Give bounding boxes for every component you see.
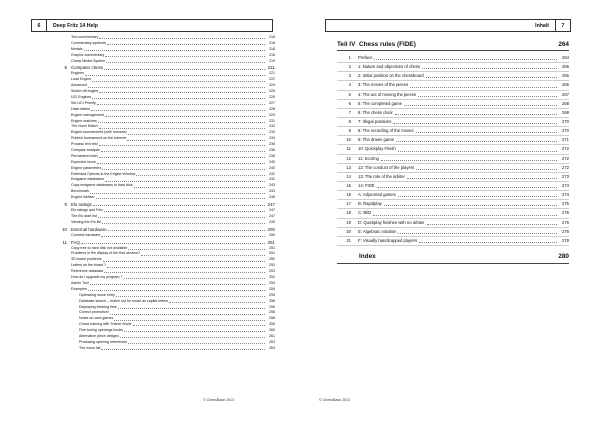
toc-entry-page: 232	[269, 124, 275, 129]
rules-entry-number: 15	[346, 182, 351, 188]
toc-entry-title: Commentary symbols	[71, 40, 106, 45]
toc-leader-dots	[104, 272, 265, 273]
toc-entry-page: 253	[269, 275, 275, 280]
toc-entry-page: 218	[269, 40, 275, 45]
toc-entry-title: Engine parameters	[71, 165, 102, 170]
rules-entry[interactable]	[337, 54, 569, 63]
rules-entry-number: 9	[348, 128, 351, 134]
toc-leader-dots	[116, 296, 265, 297]
rules-entry[interactable]	[337, 209, 569, 218]
rules-entry-page: 274	[562, 192, 569, 198]
toc-leader-dots	[118, 308, 265, 309]
toc-entry-page: 242	[269, 171, 275, 176]
toc-entry-title: Engine kibitzer	[71, 195, 95, 200]
toc-leader-dots	[133, 325, 265, 326]
rules-entry[interactable]	[337, 91, 569, 100]
toc-entry-page: 258	[269, 316, 275, 321]
rules-entry-title: 13: The role of the arbiter	[358, 173, 405, 179]
toc-leader-dots	[85, 75, 265, 76]
rules-entry-number: 21	[346, 237, 351, 243]
toc-chapter-entry[interactable]	[53, 201, 275, 208]
rules-entry-number: 19	[346, 219, 351, 225]
rules-entry[interactable]	[337, 136, 569, 145]
rules-entry-number: 8	[348, 118, 351, 124]
toc-entry-title: Optimizing move entry	[79, 292, 115, 297]
rules-entry-number: 3	[348, 73, 351, 79]
rules-entry-title: 4: The act of moving the pieces	[358, 91, 417, 97]
toc-entry-title: Process text test	[71, 142, 98, 147]
rules-entry-number: 17	[346, 201, 351, 207]
rules-entry-title: 6: The chess clock	[358, 109, 393, 115]
toc-entry-number: 9	[64, 202, 67, 208]
toc-entry-page: 255	[269, 292, 275, 297]
rules-entry[interactable]	[337, 237, 569, 246]
rules-entry-page: 268	[562, 109, 569, 115]
toc-leader-dots	[104, 69, 265, 70]
toc-entry-title: Displaying thinking time	[79, 304, 117, 309]
toc-entry-page: 219	[269, 58, 275, 63]
toc-entry-title: The Nunn Match	[71, 124, 98, 129]
toc-entry-page: 250	[269, 232, 275, 237]
rules-entry-title: 5: The completed game	[358, 100, 402, 106]
rules-entry-title: 9: The drawn game	[358, 137, 395, 143]
toc-entry-title: Viewing the Elo list	[71, 219, 102, 224]
right-running-title: Inhalt	[535, 22, 549, 29]
toc-entry-page: 231	[269, 118, 275, 123]
toc-leader-dots	[88, 290, 265, 291]
toc-leader-dots	[124, 331, 265, 332]
toc-entry-title: Computer chess	[71, 65, 103, 71]
toc-entry-title: Medals	[71, 46, 83, 51]
toc-leader-dots	[124, 278, 265, 279]
rules-entry-title: E: Algebraic notation	[358, 228, 397, 234]
rules-leader-dots	[398, 151, 557, 152]
rules-entry-number: 12	[346, 155, 351, 161]
rules-leader-dots	[416, 132, 557, 133]
toc-entry-number: 8	[64, 65, 67, 71]
rules-entry-page: 267	[562, 91, 569, 97]
toc-leader-dots	[106, 62, 265, 63]
toc-entry-page: 222	[269, 77, 275, 82]
toc-chapter-entry[interactable]	[53, 64, 275, 71]
toc-leader-dots	[84, 50, 265, 51]
rules-entry-page: 273	[562, 173, 569, 179]
toc-entry-title: Load Engine	[71, 77, 92, 82]
rules-entry-title: C: Blitz	[358, 210, 372, 216]
toc-leader-dots	[128, 249, 265, 250]
toc-entry-page: 243	[269, 189, 275, 194]
rules-entry-number: 20	[346, 228, 351, 234]
toc-entry[interactable]	[53, 346, 275, 352]
rules-entry-number: 16	[346, 192, 351, 198]
rules-entry-title: 2: Initial position on the chessboard	[358, 73, 424, 79]
toc-entry-page: 251	[267, 239, 275, 245]
toc-entry-title: Fine tuning openings books	[79, 328, 123, 333]
toc-entry-title: Examples	[71, 286, 87, 291]
toc-leader-dots	[98, 122, 265, 123]
toc-entry-page: 249	[269, 219, 275, 224]
toc-leader-dots	[108, 230, 265, 231]
rules-entry-number: 11	[346, 146, 351, 152]
toc-leader-dots	[102, 223, 265, 224]
toc-entry-page: 227	[269, 100, 275, 105]
rules-entry-number: 6	[348, 100, 351, 106]
toc-chapter-entry[interactable]	[53, 226, 275, 233]
rules-leader-dots	[418, 96, 557, 97]
toc-entry-page: 221	[267, 65, 275, 71]
toc-leader-dots	[169, 302, 265, 303]
rules-entry-number: 5	[348, 91, 351, 97]
toc-entry-title: Extended Options in the Engine Window	[71, 171, 136, 176]
toc-leader-dots	[128, 134, 265, 135]
rules-entry-page: 272	[562, 155, 569, 161]
toc-entry-page: 240	[269, 159, 275, 164]
rules-entry-page: 276	[562, 228, 569, 234]
toc-entry-title: 3D board problems	[71, 257, 102, 262]
toc-entry-page: 260	[269, 328, 275, 333]
left-running-title: Deep Fritz 14 Help	[53, 22, 98, 29]
toc-entry-page: 251	[269, 245, 275, 250]
toc-entry-page: 236	[269, 142, 275, 147]
rules-entry[interactable]	[337, 228, 569, 237]
rules-entry-page: 270	[562, 128, 569, 134]
rules-entry-title: 10: Quickplay Finish	[358, 146, 396, 152]
rules-entry-number: 2	[348, 64, 351, 70]
rules-entry-number: 10	[346, 137, 351, 143]
rules-leader-dots	[416, 169, 557, 170]
rules-entry[interactable]	[337, 173, 569, 182]
rules-leader-dots	[422, 68, 557, 69]
rules-entry[interactable]	[337, 155, 569, 164]
rules-entry-title: 7: Illegal positions	[358, 118, 392, 124]
toc-leader-dots	[96, 198, 265, 199]
toc-entry-title: Benchmark	[71, 189, 90, 194]
toc-entry-title: Expected move	[71, 159, 96, 164]
rules-entry-page: 274	[562, 182, 569, 188]
rules-entry-number: 13	[346, 164, 351, 170]
toc-entry-number: 10	[62, 226, 67, 232]
toc-entry-title: Database search – match out for smart as capital letters	[79, 298, 169, 303]
toc-entry-title: Letters on the board ?	[71, 263, 107, 268]
toc-entry-title: Hash tables	[71, 106, 90, 111]
rules-leader-dots	[374, 59, 557, 60]
rules-entry[interactable]	[337, 72, 569, 81]
rules-entry-title: 1: Nature and objectives of chess	[358, 64, 420, 70]
rules-entry[interactable]	[337, 182, 569, 191]
rules-entry[interactable]	[337, 219, 569, 228]
rules-leader-dots	[398, 233, 557, 234]
left-page-header	[31, 19, 273, 32]
toc-leader-dots	[127, 140, 265, 141]
toc-entry-title: Engine matches	[71, 118, 97, 123]
rules-leader-dots	[427, 224, 557, 225]
toc-leader-dots	[88, 87, 265, 88]
toc-entry-title: Engine management	[71, 112, 105, 117]
toc-leader-dots	[107, 267, 265, 268]
toc-leader-dots	[102, 169, 265, 170]
toc-leader-dots	[105, 181, 265, 182]
toc-entry-title: Set UCI Priority	[71, 100, 96, 105]
toc-entry-page: 221	[269, 71, 275, 76]
toc-entry-title: Engines	[71, 71, 84, 76]
toc-entry-page: 251	[269, 251, 275, 256]
toc-entry-page: 240	[269, 165, 275, 170]
toc-leader-dots	[101, 236, 265, 237]
toc-entry-title: Problems in the display of the first window?	[71, 251, 140, 256]
toc-entry-title: UCI Engines	[71, 95, 92, 99]
rules-entry-title: 3: The moves of the pieces	[358, 82, 409, 88]
toc-leader-dots	[93, 205, 265, 206]
toc-leader-dots	[97, 104, 265, 105]
toc-leader-dots	[101, 349, 265, 350]
toc-entry-title: The move list	[79, 345, 101, 350]
rules-entry[interactable]	[337, 191, 569, 200]
left-footer: © ChessBase 2013	[203, 398, 235, 402]
toc-entry-page: 226	[269, 95, 275, 99]
rules-entry-title: B: Rapidplay	[358, 201, 382, 207]
toc-entry-page: 254	[269, 280, 275, 285]
rules-entry-number: 4	[348, 82, 351, 88]
index-entry[interactable]	[337, 250, 569, 264]
toc-entry-title: Admin Tool	[71, 280, 89, 285]
right-page-header	[325, 19, 571, 32]
rules-leader-dots	[395, 114, 557, 115]
toc-leader-dots	[105, 56, 265, 57]
part-number: Teil IV	[337, 41, 356, 48]
rules-leader-dots	[377, 187, 557, 188]
rules-entry-page: 265	[562, 82, 569, 88]
left-toc-list	[53, 35, 275, 352]
toc-leader-dots	[105, 116, 265, 117]
toc-entry-title: Engine tournaments (with humans)	[71, 130, 127, 135]
left-page-number: 6	[32, 20, 47, 31]
rules-entry-page: 272	[562, 146, 569, 152]
rules-leader-dots	[373, 215, 557, 216]
toc-entry-title: Elo ratings	[71, 202, 92, 208]
toc-entry-page: 256	[269, 298, 275, 303]
toc-entry-page: 252	[269, 263, 275, 268]
toc-entry-title: Text commentary	[71, 34, 99, 39]
toc-entry-title: Elo ratings and Fritz	[71, 208, 103, 213]
toc-entry-title: Reference database	[71, 269, 104, 274]
rules-entry-number: 1	[348, 54, 351, 60]
toc-entry-page: 261	[269, 333, 275, 338]
toc-leader-dots	[90, 193, 265, 194]
rules-entry-title: D: Quickplay finishes with no arbiter	[358, 219, 425, 225]
right-toc-list	[337, 39, 569, 264]
toc-entry-page: 236	[269, 153, 275, 158]
rules-leader-dots	[407, 178, 557, 179]
rules-entry[interactable]	[337, 63, 569, 72]
toc-entry-title: Alternative piece designs	[79, 333, 119, 338]
toc-leader-dots	[97, 163, 265, 164]
toc-entry-page: 247	[269, 213, 275, 218]
toc-entry-title: Correct promotion!	[79, 310, 109, 315]
toc-leader-dots	[103, 261, 265, 262]
toc-entry-title: Publish tournament on the Internet	[71, 136, 127, 141]
rules-entry-title: Preface	[358, 54, 373, 60]
toc-entry-title: Advanced	[71, 83, 87, 88]
toc-chapter-entry[interactable]	[53, 239, 275, 246]
toc-entry-title: Endgame databases	[71, 177, 104, 182]
rules-entry-number: 18	[346, 210, 351, 216]
rules-entry[interactable]	[337, 164, 569, 173]
rules-entry-page: 268	[562, 100, 569, 106]
rules-entry-title: 11: Scoring	[358, 155, 379, 161]
toc-entry-page: 243	[269, 183, 275, 188]
rules-entry-page: 276	[562, 219, 569, 225]
rules-entry-page: 275	[562, 201, 569, 207]
rules-entry-page: 265	[562, 64, 569, 70]
toc-leader-dots	[120, 337, 265, 338]
rules-entry-page: 265	[562, 73, 569, 79]
rules-leader-dots	[384, 205, 557, 206]
toc-entry-title: Connect hardware	[71, 232, 101, 237]
rules-entry-page: 271	[562, 137, 569, 143]
toc-entry-title: Compare analysis	[71, 148, 100, 153]
toc-entry-title: Copy tree to hard disk not available	[71, 245, 128, 250]
right-page	[300, 0, 600, 424]
toc-entry-title: Switch off engine	[71, 89, 99, 94]
rules-entry-title: A: Adjourned games	[358, 192, 396, 198]
toc-entry-page: 218	[269, 52, 275, 57]
right-footer: © ChessBase 2013	[319, 398, 351, 402]
right-page-number: 7	[555, 20, 570, 31]
rules-entry[interactable]	[337, 100, 569, 109]
rules-entry-number: 7	[348, 109, 351, 115]
toc-entry-title: Chess Media System	[71, 58, 105, 63]
rules-entry-title: 8: The recording of the moves	[358, 128, 414, 134]
toc-leader-dots	[128, 343, 265, 344]
toc-entry-title: The Elo start list	[71, 213, 97, 218]
toc-leader-dots	[99, 157, 265, 158]
toc-entry-title: FAQ	[71, 239, 80, 245]
rules-entry-title: 12: The conduct of the players	[358, 164, 415, 170]
rules-leader-dots	[398, 196, 557, 197]
toc-entry-page: 256	[269, 304, 275, 309]
toc-entry-page: 259	[269, 322, 275, 327]
toc-entry-page: 263	[269, 339, 275, 344]
toc-leader-dots	[136, 175, 265, 176]
toc-leader-dots	[101, 151, 265, 152]
toc-entry-page: 253	[269, 269, 275, 274]
toc-leader-dots	[91, 110, 265, 111]
rules-leader-dots	[410, 87, 557, 88]
rules-entry-page: 270	[562, 118, 569, 124]
toc-entry-page: 234	[269, 136, 275, 141]
toc-leader-dots	[107, 44, 265, 45]
toc-entry-page: 255	[269, 286, 275, 291]
toc-leader-dots	[99, 145, 265, 146]
toc-entry-page: 252	[269, 257, 275, 262]
index-title: Index	[359, 252, 376, 260]
rules-entry[interactable]	[337, 81, 569, 90]
toc-leader-dots	[104, 211, 265, 212]
toc-leader-dots	[114, 320, 265, 321]
rules-leader-dots	[381, 160, 557, 161]
toc-entry-title: External hardware	[71, 226, 107, 232]
toc-entry-page: 264	[269, 345, 275, 350]
toc-entry-number: 11	[62, 239, 67, 245]
rules-entry[interactable]	[337, 145, 569, 154]
toc-entry-title: Notes on card games	[79, 316, 114, 321]
toc-leader-dots	[141, 255, 265, 256]
toc-leader-dots	[92, 98, 265, 99]
toc-leader-dots	[99, 92, 265, 93]
index-page: 280	[558, 252, 569, 260]
toc-entry-page: 242	[269, 177, 275, 182]
rules-entry[interactable]	[337, 109, 569, 118]
part-page: 264	[558, 41, 569, 48]
rules-leader-dots	[419, 242, 557, 243]
rules-leader-dots	[393, 123, 557, 124]
rules-entry-title: F: Visually handicapped players	[358, 237, 418, 243]
rules-entry[interactable]	[337, 127, 569, 136]
toc-leader-dots	[134, 187, 265, 188]
toc-leader-dots	[98, 217, 265, 218]
toc-leader-dots	[90, 284, 265, 285]
rules-leader-dots	[396, 141, 557, 142]
part-title: Chess rules (FIDE)	[359, 41, 416, 48]
rules-entry-number: 14	[346, 173, 351, 179]
toc-entry-title: Producing opening references	[79, 339, 127, 344]
rules-entry-page: 276	[562, 210, 569, 216]
toc-entry-page: 258	[269, 310, 275, 315]
toc-entry-page: 250	[267, 226, 275, 232]
toc-leader-dots	[92, 81, 265, 82]
rules-entry[interactable]	[337, 200, 569, 209]
toc-entry-title: Permanent brain	[71, 153, 98, 158]
toc-leader-dots	[110, 314, 265, 315]
toc-entry-title: Copy endgame databases to hard disk	[71, 183, 133, 188]
toc-entry-page: 218	[269, 46, 275, 51]
toc-entry-page: 226	[269, 89, 275, 94]
rules-entry-page: 278	[562, 237, 569, 243]
toc-entry-title: Chess training with Trainer Mode	[79, 322, 132, 327]
toc-entry-page: 224	[269, 83, 275, 88]
rules-entry-title: 14: FIDE	[358, 182, 375, 188]
toc-entry-page: 228	[269, 106, 275, 111]
toc-leader-dots	[99, 128, 265, 129]
toc-leader-dots	[81, 243, 265, 244]
toc-entry-page: 236	[269, 148, 275, 153]
toc-entry-title: Graphic commentary	[71, 52, 105, 57]
toc-entry-page: 247	[267, 202, 275, 208]
rules-entry-page: 264	[562, 54, 569, 60]
toc-entry-page: 233	[269, 130, 275, 135]
toc-entry-page: 246	[269, 195, 275, 200]
toc-entry-page: 229	[269, 112, 275, 117]
toc-entry-page: 247	[269, 208, 275, 213]
rules-leader-dots	[404, 105, 557, 106]
rules-leader-dots	[426, 77, 557, 78]
rules-entry-page: 272	[562, 164, 569, 170]
toc-entry-page: 218	[269, 34, 275, 39]
toc-entry-title: How do I upgrade my program ?	[71, 275, 123, 280]
rules-entry[interactable]	[337, 118, 569, 127]
toc-leader-dots	[99, 38, 265, 39]
part-heading[interactable]	[337, 39, 569, 51]
